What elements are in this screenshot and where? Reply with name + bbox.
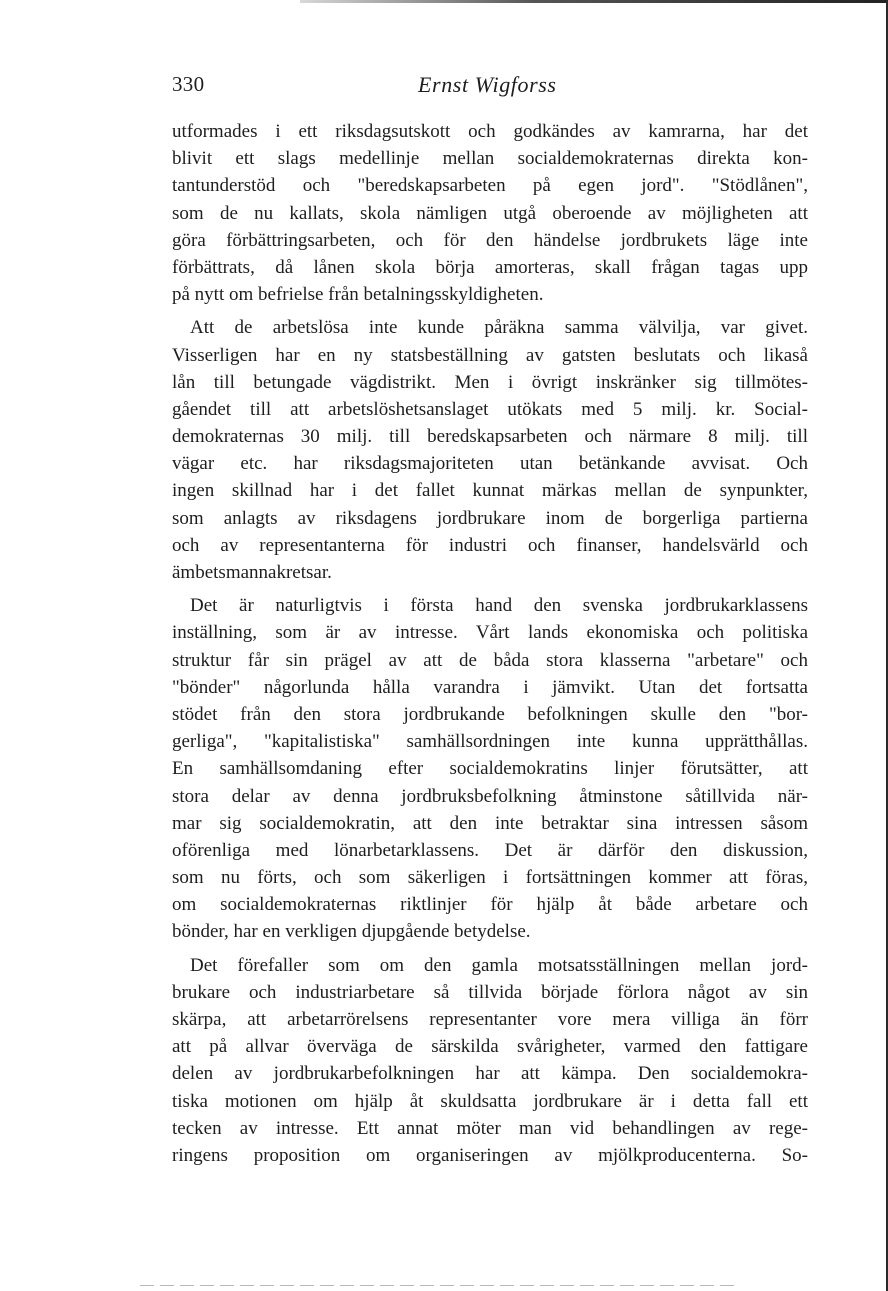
text-line: mar sig socialdemokratin, att den inte betraktar sina intressen såsom [172,812,808,834]
text-line: tantunderstöd och "beredskapsarbeten på egen jord". "Stödlånen", [172,175,808,197]
text-line: skärpa, att arbetarrörelsens representanter vore mera villiga än förr [172,1009,808,1030]
scan-edge-top [300,0,888,3]
running-head: Ernst Wigforss [418,72,557,97]
text-line: på nytt om befrielse från betalningsskyldigheten. [172,284,544,306]
paragraph [172,592,808,945]
text-line: som nu förts, och som säkerligen i fortsättningen kommer att föras, [172,867,808,889]
text-line: utformades i ett riksdagsutskott och godkändes av kamrarna, har det [172,121,808,142]
text-line: göra förbättringsarbeten, och för den händelse jordbrukets läge inte [172,229,808,251]
text-line: ämbetsmannakretsar. [172,562,332,583]
paragraph [172,118,808,308]
page-number: 330 [172,72,205,96]
text-line: om socialdemokraternas riktlinjer för hjälp åt både arbetare och [172,894,808,916]
text-line: blivit ett slags medellinje mellan socialdemokraternas direkta kon- [172,148,808,170]
text-line: brukare och industriarbetare så tillvida började förlora något av sin [172,981,808,1003]
text-line: ringens proposition om organiseringen av mjölkproducenterna. So- [172,1144,808,1166]
text-line: delen av jordbrukarbefolkningen har att kämpa. Den socialdemokra- [172,1063,808,1085]
text-line: lån till betungade vägdistrikt. Men i övrigt inskränker sig tillmötes- [172,371,808,393]
text-line: tiska motionen om hjälp åt skuldsatta jordbrukare är i detta fall ett [172,1090,808,1112]
text-line: inställning, som är av intresse. Vårt lands ekonomiska och politiska [172,622,808,644]
text-line: Att de arbetslösa inte kunde påräkna samma välvilja, var givet. [190,317,808,339]
body-text [172,118,808,1175]
scan-edge-bottom [140,1285,740,1286]
text-line: gerliga", "kapitalistiska" samhällsordningen inte kunna upprätthållas. [172,731,808,753]
text-line: och av representanterna för industri och finanser, handelsvärld och [172,534,808,556]
paragraph [172,952,808,1170]
paragraph [172,314,808,586]
text-line: bönder, har en verkligen djupgående betydelse. [172,921,531,943]
text-line: ingen skillnad har i det fallet kunnat märkas mellan de synpunkter, [172,480,808,502]
text-line: demokraternas 30 milj. till beredskapsarbeten och närmare 8 milj. till [172,426,808,448]
text-line: som de nu kallats, skola nämligen utgå oberoende av möjligheten att [172,202,808,224]
text-line: Det är naturligtvis i första hand den svenska jordbrukarklassens [190,595,808,617]
text-line: Det förefaller som om den gamla motsatsställningen mellan jord- [190,954,808,976]
text-line: gåendet till att arbetslöshetsanslaget utökats med 5 milj. kr. Social- [172,398,808,420]
text-line: tecken av intresse. Ett annat möter man vid behandlingen av rege- [172,1117,808,1139]
text-line: "bönder" någorlunda hålla varandra i jämvikt. Utan det fortsatta [172,676,808,698]
text-line: som anlagts av riksdagens jordbrukare inom de borgerliga partierna [172,507,808,529]
text-line: förbättrats, då lånen skola börja amorteras, skall frågan tagas upp [172,256,808,278]
text-line: vägar etc. har riksdagsmajoriteten utan betänkande avvisat. Och [172,453,808,475]
text-line: stora delar av denna jordbruksbefolkning åtminstone såtillvida när- [172,785,808,807]
text-line: struktur får sin prägel av att de båda stora klasserna "arbetare" och [172,649,808,671]
text-line: oförenliga med lönarbetarklassens. Det är därför den diskussion, [172,839,808,861]
text-line: En samhällsomdaning efter socialdemokratins linjer förutsätter, att [172,758,808,780]
text-line: att på allvar överväga de särskilda svårigheter, varmed den fattigare [172,1036,808,1058]
text-line: Visserligen har en ny statsbeställning av gatsten beslutats och likaså [172,344,808,366]
text-line: stödet från den stora jordbrukande befolkningen skulle den "bor- [172,703,808,725]
page-header [172,72,808,102]
